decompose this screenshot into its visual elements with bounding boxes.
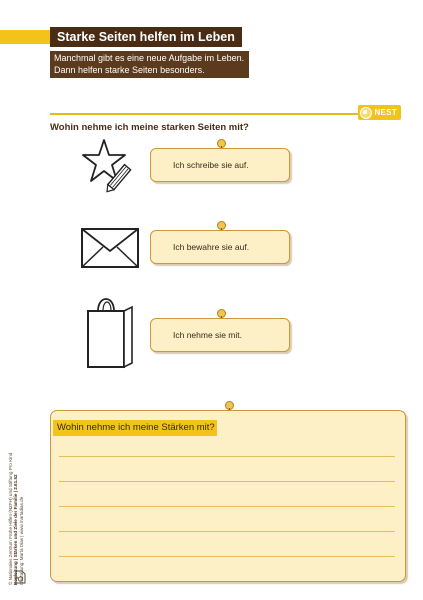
option-text: Ich nehme sie mit. [173, 330, 242, 340]
intro-line: Dann helfen starke Seiten besonders. [54, 64, 205, 75]
envelope-icon [80, 227, 140, 269]
intro-line: Manchmal gibt es eine neue Aufgabe im Leben. [54, 53, 245, 63]
section-divider [50, 113, 373, 115]
nest-logo-badge [358, 105, 401, 120]
writing-line[interactable] [59, 456, 395, 457]
writing-line[interactable] [59, 556, 395, 557]
writing-line[interactable] [59, 481, 395, 482]
nest-logo-label: NEST [374, 108, 397, 117]
design-credit: Gestaltung: Marta Dias | www.martadias.de [18, 496, 24, 585]
copyright-line: © Nationales Zentrum Frühe Hilfen (NZFH) und Stiftung Pro Kind [8, 452, 13, 585]
option-text: Ich schreibe sie auf. [173, 160, 249, 170]
option-card [150, 148, 290, 182]
sidebar-credits [8, 395, 24, 585]
writing-line[interactable] [59, 506, 395, 507]
question-heading: Wohin nehme ich meine starken Seiten mit? [50, 122, 249, 133]
option-card [150, 230, 290, 264]
writing-line[interactable] [59, 531, 395, 532]
option-card [150, 318, 290, 352]
option-text: Ich bewahre sie auf. [173, 242, 250, 252]
document-icon [14, 570, 26, 584]
section-reference: Begleitung | Stärken und Ziele der Familie | 2.61.52 [13, 474, 19, 585]
page-title: Starke Seiten helfen im Leben [50, 27, 242, 47]
sun-icon [360, 107, 372, 119]
star-with-pencil-icon [80, 137, 136, 195]
shopping-bag-icon [84, 293, 136, 371]
header-accent-bar [0, 30, 55, 44]
intro-text [50, 51, 249, 78]
notes-heading: Wohin nehme ich meine Stärken mit? [53, 420, 217, 436]
notes-box [50, 410, 406, 582]
